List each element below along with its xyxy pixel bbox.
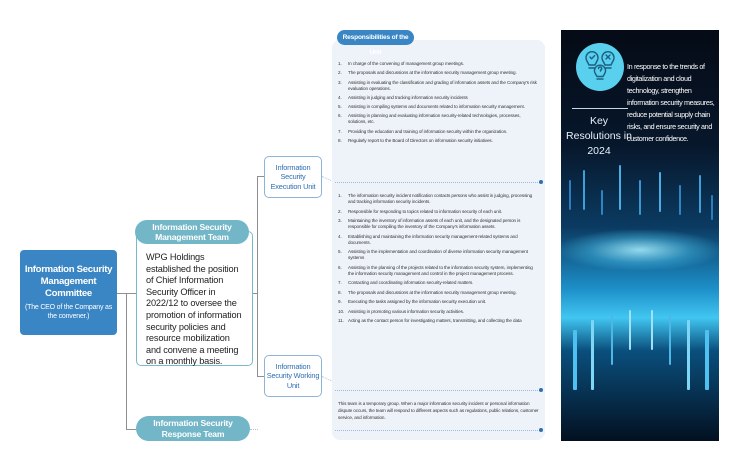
- divider-dot: [539, 180, 543, 184]
- background-light-streak: [639, 180, 641, 215]
- list-item: [338, 104, 540, 110]
- item-text: Contacting and coordinating information security-related matters.: [348, 280, 474, 285]
- background-light-streak: [619, 165, 621, 210]
- background-light-streak: [569, 180, 571, 210]
- item-number: 4.: [338, 233, 342, 239]
- working-unit-box: Information Security Working Unit: [264, 355, 322, 397]
- background-light-streak: [611, 315, 613, 365]
- item-number: 6.: [338, 264, 342, 270]
- working-unit-responsibilities: [338, 193, 540, 328]
- background-light-streak: [601, 190, 603, 215]
- item-text: Assisting in the planning of the projects related to the information security system, implementing the information security management and control in the project management process.: [348, 264, 533, 276]
- item-text: The proposals and discussions at the information security management group meeting.: [348, 70, 517, 76]
- list-item: [338, 299, 540, 305]
- item-text: Assisting in planning and evaluating information security-related technologies, processes, solutions, etc.: [348, 113, 521, 125]
- item-text: The proposals and discussions at the information security management group meeting.: [348, 289, 517, 295]
- list-item: [338, 193, 540, 205]
- management-team-title: Information Security Management Team: [135, 220, 249, 244]
- divider-dot: [539, 388, 543, 392]
- committee-title: Information Security Management Committee: [24, 264, 113, 299]
- connector-to-working-unit: [257, 376, 264, 377]
- key-resolutions-text: In response to the trends of digitalization and cloud technology, strengthen information security measures, reduce potential supply chain risks, and ensure security and customer confidence.: [627, 62, 715, 143]
- section-divider: [335, 390, 540, 391]
- committee-box: [20, 250, 117, 335]
- background-light-streak: [669, 315, 671, 365]
- section-divider: [335, 430, 540, 431]
- item-text: Acting as the contact person for investigating matters, transmitting, and collecting the data: [348, 318, 522, 323]
- list-item: [338, 280, 540, 286]
- item-number: 5.: [338, 104, 342, 110]
- item-text: Responsible for responding to topics related to information security of each unit.: [348, 208, 502, 214]
- connector-units-vertical: [257, 176, 258, 376]
- list-item: [338, 61, 540, 67]
- item-number: 8.: [338, 289, 342, 295]
- item-text: The information security incident notification contacts persons who assist in judging, processing and tracking information security incidents.: [348, 193, 533, 204]
- connector-committee-to-trunk: [117, 293, 126, 294]
- list-item: [338, 318, 540, 324]
- execution-unit-box: Information Security Execution Unit: [264, 156, 322, 198]
- item-text: Maintaining the inventory of information assets of each unit, and the designated person is responsible for compiling the inventory of the Company's information assets.: [348, 218, 521, 229]
- item-text: Assisting in judging and tracking information security incidents: [348, 94, 468, 100]
- list-item: [338, 309, 540, 315]
- item-number: 9.: [338, 299, 342, 304]
- item-number: 10.: [338, 308, 345, 314]
- list-item: [338, 138, 540, 144]
- background-light-streak: [679, 185, 681, 215]
- background-light-streak: [583, 170, 585, 210]
- connector-to-execution-unit: [257, 176, 264, 177]
- list-item: [338, 265, 540, 277]
- background-light-streak: [629, 310, 631, 350]
- item-number: 5.: [338, 249, 342, 254]
- response-team-title: Information Security Response Team: [136, 416, 250, 441]
- item-number: 8.: [338, 138, 342, 144]
- item-text: Executing the tasks assigned by the information security execution unit.: [348, 299, 487, 304]
- background-light-streak: [573, 330, 577, 390]
- list-item: [338, 290, 540, 296]
- divider-dot: [539, 428, 543, 432]
- item-number: 11.: [338, 318, 344, 323]
- list-item: [338, 80, 540, 92]
- list-item: [338, 218, 540, 230]
- background-light-streak: [659, 172, 661, 212]
- background-light-streak: [651, 310, 653, 350]
- connector-trunk-vertical: [126, 293, 127, 430]
- item-number: 3.: [338, 218, 342, 223]
- key-resolutions-title: Key Resolutions in 2024: [566, 115, 632, 157]
- item-text: Providing the education and training of information security within the organization.: [348, 128, 508, 134]
- background-light-streak: [687, 320, 690, 390]
- item-number: 6.: [338, 113, 342, 119]
- item-text: Assisting in compiling systems and documents related to information security management.: [348, 104, 525, 110]
- list-item: [338, 113, 540, 125]
- list-item: [338, 95, 540, 101]
- item-text: Assisting in promoting various information security activities.: [348, 308, 464, 314]
- background-light-streak: [705, 330, 709, 390]
- lightbulb-ideas-icon: [576, 43, 624, 91]
- key-resolutions-divider: [572, 108, 628, 109]
- response-team-note: This team is a temporary group. When a major information security incident or personal information dispute occurs, the team will respond to different aspects such as regulations, public relations, customer service, and information.: [338, 401, 539, 420]
- item-text: In charge of the convening of management group meetings.: [348, 61, 464, 66]
- management-team-description: WPG Holdings established the position of Chief Information Security Officer in 2022/12 to oversee the promotion of information security policies and resource mobilization and convene a meeting on a monthly basis.: [146, 252, 242, 367]
- item-number: 3.: [338, 79, 342, 85]
- list-item: [338, 209, 540, 215]
- item-text: Assisting in evaluating the classification and grading of information assets and the Company's risk evaluation operations.: [348, 79, 537, 91]
- background-light-streak: [699, 175, 701, 213]
- item-number: 7.: [338, 128, 342, 134]
- execution-unit-responsibilities: [338, 61, 540, 147]
- background-light-streak: [591, 320, 594, 390]
- item-number: 1.: [338, 61, 342, 66]
- item-number: 2.: [338, 208, 342, 214]
- link-response-to-panel: [250, 429, 258, 430]
- item-number: 1.: [338, 193, 342, 198]
- item-text: Assisting in the implementation and coordination of diverse information security management systems: [348, 249, 528, 260]
- list-item: [338, 129, 540, 135]
- connector-trunk-to-response-team: [126, 429, 136, 430]
- list-item: [338, 70, 540, 76]
- item-number: 2.: [338, 70, 342, 76]
- list-item: [338, 249, 540, 261]
- connector-trunk-to-management-team: [126, 293, 136, 294]
- responsibilities-title: Responsibilities of the Unit: [337, 30, 414, 45]
- committee-subtitle: (The CEO of the Company as the convener.): [24, 304, 112, 320]
- section-divider: [335, 182, 540, 183]
- item-text: Establishing and maintaining the information security management-related systems and documents.: [348, 233, 518, 245]
- item-text: Regularly report to the Board of Directors on information security initiatives.: [348, 138, 493, 144]
- management-team-card: [136, 231, 253, 366]
- background-glow: [561, 230, 719, 270]
- item-number: 4.: [338, 94, 342, 100]
- lightbulb-ideas-icon-graphic: [576, 43, 624, 91]
- item-number: 7.: [338, 280, 342, 285]
- background-light-streak: [711, 195, 713, 220]
- list-item: [338, 234, 540, 246]
